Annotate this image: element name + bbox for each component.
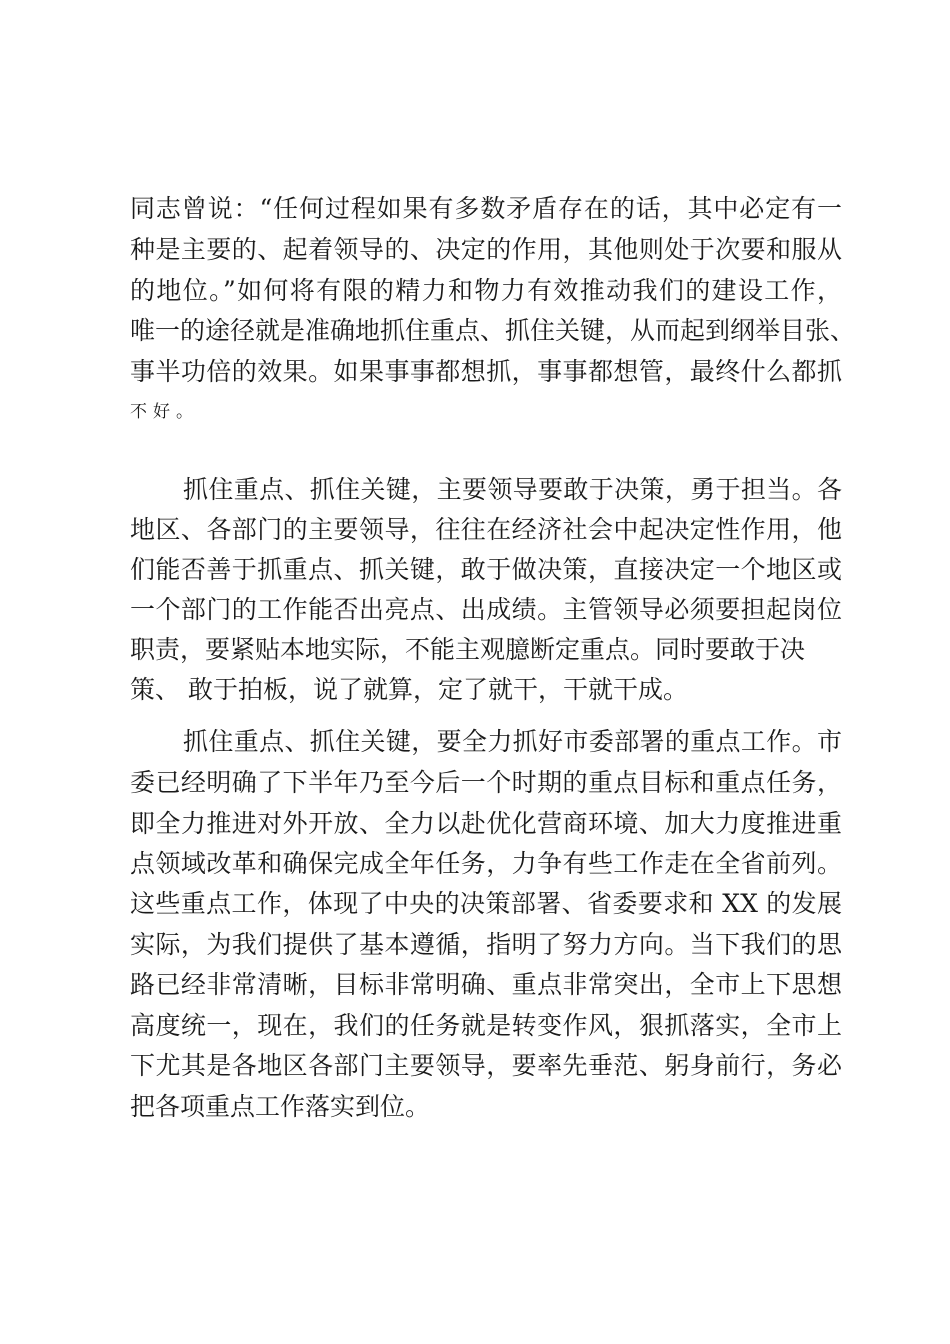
- paragraph-3-line-3: 即全力推进对外开放、全力以赴优化营商环境、加大力度推进重: [130, 809, 842, 838]
- paragraph-2-line-2: 地区、各部门的主要领导，往往在经济社会中起决定性作用，他: [130, 515, 842, 544]
- paragraph-1-line-6: 不好。: [130, 402, 199, 422]
- paragraph-2-line-3: 们能否善于抓重点、抓关键，敢于做决策，直接决定一个地区或: [130, 555, 842, 584]
- paragraph-2-line-5: 职责，要紧贴本地实际，不能主观臆断定重点。同时要敢于决: [130, 635, 806, 664]
- paragraph-2-line-4: 一个部门的工作能否出亮点、出成绩。主管领导必须要担起岗位: [130, 595, 842, 624]
- paragraph-3-line-6: 实际，为我们提供了基本遵循，指明了努力方向。当下我们的思: [130, 930, 842, 959]
- paragraph-3-line-4: 点领域改革和确保完成全年任务，力争有些工作走在全省前列。: [130, 849, 842, 878]
- paragraph-3-line-8: 高度统一，现在，我们的任务就是转变作风，狠抓落实，全市上: [130, 1011, 842, 1040]
- paragraph-1-line-5: 事半功倍的效果。如果事事都想抓，事事都想管，最终什么都抓: [130, 357, 842, 386]
- paragraph-2-line-1: 抓住重点、抓住关键，主要领导要敢于决策，勇于担当。各: [183, 475, 842, 504]
- paragraph-3-line-2: 委已经明确了下半年乃至今后一个时期的重点目标和重点任务，: [130, 768, 842, 797]
- paragraph-2-line-6: 策、 敢于拍板，说了就算，定了就干，干就干成。: [130, 675, 688, 704]
- paragraph-1-line-2: 种是主要的、起着领导的、决定的作用，其他则处于次要和服从: [130, 235, 842, 264]
- paragraph-1-line-4: 唯一的途径就是准确地抓住重点、抓住关键，从而起到纲举目张、: [130, 316, 856, 345]
- paragraph-1-line-1: 同志曾说：“任何过程如果有多数矛盾存在的话，其中必定有一: [130, 194, 842, 223]
- paragraph-3-line-5: 这些重点工作，体现了中央的决策部署、省委要求和 XX 的发展: [130, 889, 842, 918]
- paragraph-3-line-10: 把各项重点工作落实到位。: [130, 1092, 431, 1121]
- paragraph-3-line-7: 路已经非常清晰，目标非常明确、重点非常突出，全市上下思想: [130, 970, 842, 999]
- paragraph-1-line-3: 的地位。”如何将有限的精力和物力有效推动我们的建设工作，: [130, 276, 842, 305]
- paragraph-3-line-9: 下尤其是各地区各部门主要领导，要率先垂范、躬身前行，务必: [130, 1051, 842, 1080]
- paragraph-3-line-1: 抓住重点、抓住关键，要全力抓好市委部署的重点工作。市: [183, 727, 842, 756]
